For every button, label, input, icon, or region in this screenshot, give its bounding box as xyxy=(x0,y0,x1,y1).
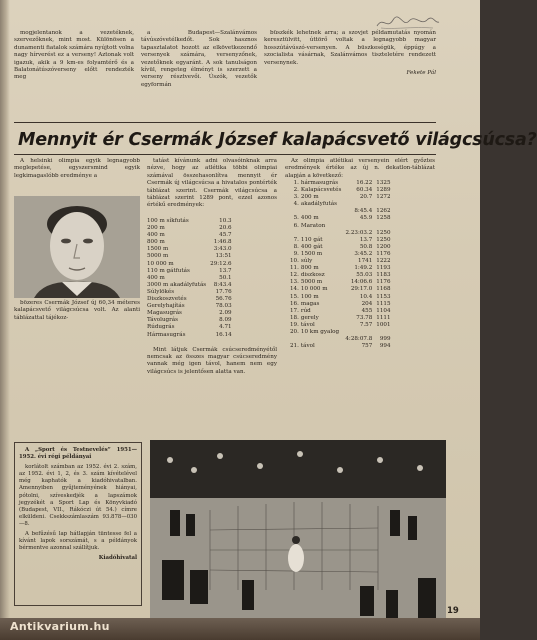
rank: 8. xyxy=(293,243,299,250)
rank: 7. xyxy=(293,236,299,243)
points-value: 1250 xyxy=(376,229,391,236)
points-value: 1111 xyxy=(376,314,391,321)
equivalent-row xyxy=(147,268,232,275)
result-value: 8:45.4 xyxy=(354,208,373,215)
equivalent-row xyxy=(147,239,232,246)
winner-row xyxy=(290,237,391,244)
winner-row xyxy=(290,215,391,222)
points-value: 1153 xyxy=(376,293,391,300)
equivalent-row xyxy=(147,253,232,260)
result-value: 20.6 xyxy=(219,225,232,232)
notice-body-2: A befűzésű lap hátlapján tüntesse fel a kívánt lapok sorszámát, s a példányok bérmentve azonnal szállítjuk. xyxy=(19,531,137,552)
event-name: 110 gát xyxy=(300,236,323,243)
points-value: 1272 xyxy=(376,194,391,201)
winner-row xyxy=(290,201,391,208)
points-value: 1176 xyxy=(376,250,391,257)
article-continued xyxy=(14,300,140,325)
equivalent-row xyxy=(147,275,232,282)
rank: 4. xyxy=(293,201,299,208)
points-value: 1258 xyxy=(376,215,391,222)
result-value: 14:06.6 xyxy=(350,279,373,286)
rank: 6. xyxy=(293,222,299,229)
event-name: Maraton xyxy=(300,222,326,229)
event-name: 1500 m xyxy=(147,246,169,253)
result-value: 3:43.0 xyxy=(213,246,232,253)
event-name: 800 m xyxy=(300,265,319,272)
event-name xyxy=(301,208,341,215)
winner-row xyxy=(290,315,391,322)
points-value xyxy=(372,201,390,208)
hammer-throw-event-photo xyxy=(150,440,446,618)
event-name: Diszkoszvetés xyxy=(147,296,187,303)
winner-row xyxy=(290,272,391,279)
result-value: 10.4 xyxy=(359,293,373,300)
equivalent-row xyxy=(147,225,232,232)
event-name: Gerelyhajítás xyxy=(147,303,185,310)
event-name xyxy=(301,230,341,237)
result-value: 56.76 xyxy=(215,296,232,303)
points-value: 1001 xyxy=(376,321,391,328)
event-name: 400 m xyxy=(147,274,165,281)
result-value: 3:45.2 xyxy=(354,250,373,257)
winner-row xyxy=(290,265,391,272)
rank: 5. xyxy=(293,215,299,222)
points-value: 994 xyxy=(379,343,391,350)
middle-text: tatást kívánunk adni olvasóinknak arra nézve, hogy az atlétika többi olimpiai számával összehasonlítva mennyit ér Csermák új világcsúcsa a hivatalos pontérték táblázat szerint. Csermák világcsúcsa a táblázat szerint 1289 pont, ezzel azonos értékű eredmények: xyxy=(147,158,277,209)
result-value: 1:49.2 xyxy=(354,265,373,272)
event-name: Rúdugrás xyxy=(147,324,175,331)
result-value: 757 xyxy=(361,343,373,350)
equivalent-row xyxy=(147,332,232,339)
equivalent-row xyxy=(147,261,232,268)
event-name: súly xyxy=(300,258,313,265)
result-value: 60.34 xyxy=(356,187,373,194)
event-name: Súlylökés xyxy=(147,288,175,295)
event-name: 10 km gyalog xyxy=(300,328,340,335)
result-value: 2.23:03.2 xyxy=(345,229,373,236)
event-name: gerely xyxy=(300,314,319,321)
event-name: 400 m xyxy=(300,215,319,222)
event-name: 100 m xyxy=(300,293,319,300)
rank: 20. xyxy=(290,328,299,335)
result-value: 2.09 xyxy=(219,310,232,317)
equivalent-results-table xyxy=(147,218,277,379)
event-name: 100 m síkfutás xyxy=(147,218,189,224)
result-value: 17.76 xyxy=(215,288,232,295)
event-name: hármasugrás xyxy=(300,180,339,186)
points-value: 1262 xyxy=(376,208,391,215)
result-value: 8:43.4 xyxy=(213,281,232,288)
event-name: 3000 m akadályfutás xyxy=(147,281,207,288)
article-headline: Mennyit ér Csermák József kalapácsvető világcsúcsa? xyxy=(18,130,537,150)
result-value: 13:51 xyxy=(215,253,232,260)
equivalent-row xyxy=(147,324,232,331)
result-value: 13.7 xyxy=(219,267,232,274)
winner-row xyxy=(290,322,391,329)
event-name: 200 m xyxy=(147,225,165,232)
event-name: 400 m xyxy=(147,232,165,239)
rank: 1. xyxy=(293,180,299,186)
result-value: 8.09 xyxy=(219,317,232,324)
winners-points-table xyxy=(290,180,436,350)
event-name: 1500 m xyxy=(300,250,323,257)
right-intro-text: Az olimpia atlétikai versenyein elért győztes eredmények értéke az új n. dekatlon-táblázat alapján a következő: xyxy=(285,158,435,179)
winner-row xyxy=(290,258,391,265)
points-value: 1104 xyxy=(376,307,391,314)
event-name: diszkosz xyxy=(300,272,325,279)
rank: 9. xyxy=(293,250,299,257)
rank: 13. xyxy=(290,279,299,286)
event-name: 5000 m xyxy=(147,253,169,260)
result-value xyxy=(341,201,372,208)
event-name: távol xyxy=(300,343,315,350)
rank: 3. xyxy=(293,194,299,201)
article-middle-column xyxy=(147,158,277,213)
result-value: 55.03 xyxy=(356,272,373,279)
points-value: 999 xyxy=(379,336,391,343)
event-name: rúd xyxy=(300,307,311,314)
event-name: 200 m xyxy=(300,194,319,201)
equivalent-row xyxy=(147,289,232,296)
divider-line xyxy=(14,122,436,123)
result-value: 1741 xyxy=(358,258,373,265)
page-number: 19 xyxy=(447,606,459,616)
event-name: Magasugrás xyxy=(147,310,182,317)
result-value: 204 xyxy=(361,300,373,307)
rank: 11. xyxy=(290,265,299,272)
result-value: 73.78 xyxy=(356,314,373,321)
equivalent-row xyxy=(147,246,232,253)
article-intro xyxy=(14,158,140,183)
top-article-text-1: mogjelentanok a vezetéknek, szervezőknek, mint most. Különösen a dunamenti fiatalok számára nyújtott volna nagy hírverést ez a verseny! Aztonak volt igazuk, akik a 9 km-es folyamtérő és a Balatonátúszóverseny előtt rendezték meg xyxy=(14,30,134,81)
result-value xyxy=(341,329,372,336)
rank: 16. xyxy=(290,300,299,307)
equivalent-row xyxy=(147,282,232,289)
result-value: 45.9 xyxy=(359,215,373,222)
points-value: 1289 xyxy=(376,187,391,194)
winner-row xyxy=(290,208,391,215)
event-name: 110 m gátfutás xyxy=(147,267,190,274)
winner-row xyxy=(290,308,391,315)
winner-row xyxy=(290,286,391,293)
top-article-column-2 xyxy=(141,30,257,92)
result-value: 50.1 xyxy=(219,274,232,281)
points-value: 1176 xyxy=(376,279,391,286)
event-name: Kalapácsvetés xyxy=(300,187,342,194)
rank: 14. xyxy=(290,286,299,293)
athlete-portrait-photo xyxy=(14,196,140,298)
event-name: Hármasugrás xyxy=(147,331,186,338)
points-value: 1193 xyxy=(376,265,391,272)
rank xyxy=(290,230,301,237)
points-value xyxy=(372,329,390,336)
event-name: 10 000 m xyxy=(147,260,174,267)
rank: 21. xyxy=(290,343,299,350)
result-value: 4:28:07.8 xyxy=(345,336,373,343)
winner-row xyxy=(290,279,391,286)
result-value: 16.22 xyxy=(356,180,373,186)
rank xyxy=(290,336,301,343)
result-value: 7.57 xyxy=(359,321,373,328)
notice-signature: Kiadóhivatal xyxy=(98,555,137,562)
rank: 17. xyxy=(290,307,299,314)
points-value: 1222 xyxy=(376,258,391,265)
winner-row xyxy=(290,329,391,336)
result-value: 16.14 xyxy=(215,331,232,338)
result-value: 29:17.0 xyxy=(350,286,373,293)
points-value xyxy=(372,223,390,230)
result-value: 20.7 xyxy=(359,194,373,201)
winner-row xyxy=(290,187,391,194)
rank xyxy=(290,208,301,215)
result-value: 4.71 xyxy=(219,324,232,331)
result-value xyxy=(341,223,372,230)
result-value: 1:46.8 xyxy=(213,239,232,246)
watermark-logo: Antikvarium.hu xyxy=(10,620,110,633)
event-name: 5000 m xyxy=(300,279,323,286)
points-value: 1200 xyxy=(376,243,391,250)
event-name: 400 gát xyxy=(300,243,323,250)
equivalent-row xyxy=(147,232,232,239)
points-value: 1115 xyxy=(376,300,391,307)
author-signature: Fekete Pál xyxy=(406,70,436,77)
publisher-notice-box xyxy=(14,442,142,606)
page-edge xyxy=(0,0,10,640)
result-value: 455 xyxy=(361,307,373,314)
rank: 2. xyxy=(293,187,299,194)
intro-text: A helsinki olimpia egyik legnagyobb meglepetése, egyszersmind egyik legkimagaslóbb eredménye a xyxy=(14,158,140,179)
points-value: 1168 xyxy=(376,286,391,293)
result-value: 45.7 xyxy=(219,232,232,239)
result-value: 50.8 xyxy=(359,243,373,250)
winner-row xyxy=(290,223,391,230)
result-value: 13.7 xyxy=(359,236,373,243)
winner-row xyxy=(290,301,391,308)
notice-title: A „Sport és Testnevelés” 1951—1952. évi régi példányai xyxy=(19,447,137,461)
rank: 15. xyxy=(290,293,299,300)
rank: 10. xyxy=(290,258,299,265)
divider-line xyxy=(14,154,436,155)
winner-row xyxy=(290,244,391,251)
event-name: magas xyxy=(300,300,320,307)
top-article-column-3 xyxy=(264,30,436,77)
equivalent-row xyxy=(147,218,232,225)
result-value: 78.03 xyxy=(215,303,232,310)
event-name: 10 000 m xyxy=(300,286,328,293)
top-article-text-2: a Budapest—Szalánvámos távúszóvetélkedőt. Sok hasznos tapasztalatot hozott az elkövetkezendő versenyek számára, versenyzőnek, vezetőknek egyaránt. A sok tanulságon kívül, rengeteg élményt is szerzett a verseny résztvevői. Úszók, vezetők egyformán xyxy=(141,30,257,88)
rank: 18. xyxy=(290,314,299,321)
result-value: 10.3 xyxy=(219,218,232,224)
winner-row xyxy=(290,251,391,258)
points-value: 1250 xyxy=(376,236,391,243)
notice-body: korlátolt számban az 1952. évi 2. szám, az 1952. évi 1, 2, és 3. szám kívételével még kaphatók a kiadóhivatalban. Amennyiben gyűjteményének hiányai, pótolni, szíveskedjék a lapszámok jegyzékét a Sport Lap és Könyvkiadó (Budapest, VII., Rákóczi út 54.) címre elküldeni. Csekkszámlaszám 93.878—030—8. xyxy=(19,464,137,527)
top-article-text-3: büszkék lehetnek arra; a szovjet példamutatás nyomán keresztülvitt, úttörő voltak a legnagyobb magyar hosszútávúszó-versenyen. A büszkeségük, éppúgy a szocialista vásárnak, Szalánvámos tiszteletére rendezett versenynek. xyxy=(264,30,436,66)
middle-conclusion-text: Mint látjuk Csermák csúcseredményétől nemcsak az összes magyar csúcseredmény vannak még igen távol, hanem nem egy világcsúcs is jelentősen alatta van. xyxy=(147,346,277,375)
event-name: Távolugrás xyxy=(147,317,179,324)
event-name: 800 m xyxy=(147,239,165,246)
rank: 19. xyxy=(290,321,299,328)
winner-row xyxy=(290,230,391,237)
winner-row xyxy=(290,343,391,350)
after-photo-text: bözeres Csermák József új 60,34 méteres kalapácsvető világcsúcsa volt. Az alanti táblázattal tájékoz- xyxy=(14,300,140,321)
event-name: akadályfutás xyxy=(300,201,337,208)
top-article-column-1 xyxy=(14,30,134,85)
points-value: 1325 xyxy=(376,180,391,186)
winner-row xyxy=(290,294,391,301)
rank: 12. xyxy=(290,272,299,279)
event-name: távol xyxy=(300,321,315,328)
points-value: 1183 xyxy=(376,272,391,279)
result-value: 29:12.6 xyxy=(210,260,232,267)
